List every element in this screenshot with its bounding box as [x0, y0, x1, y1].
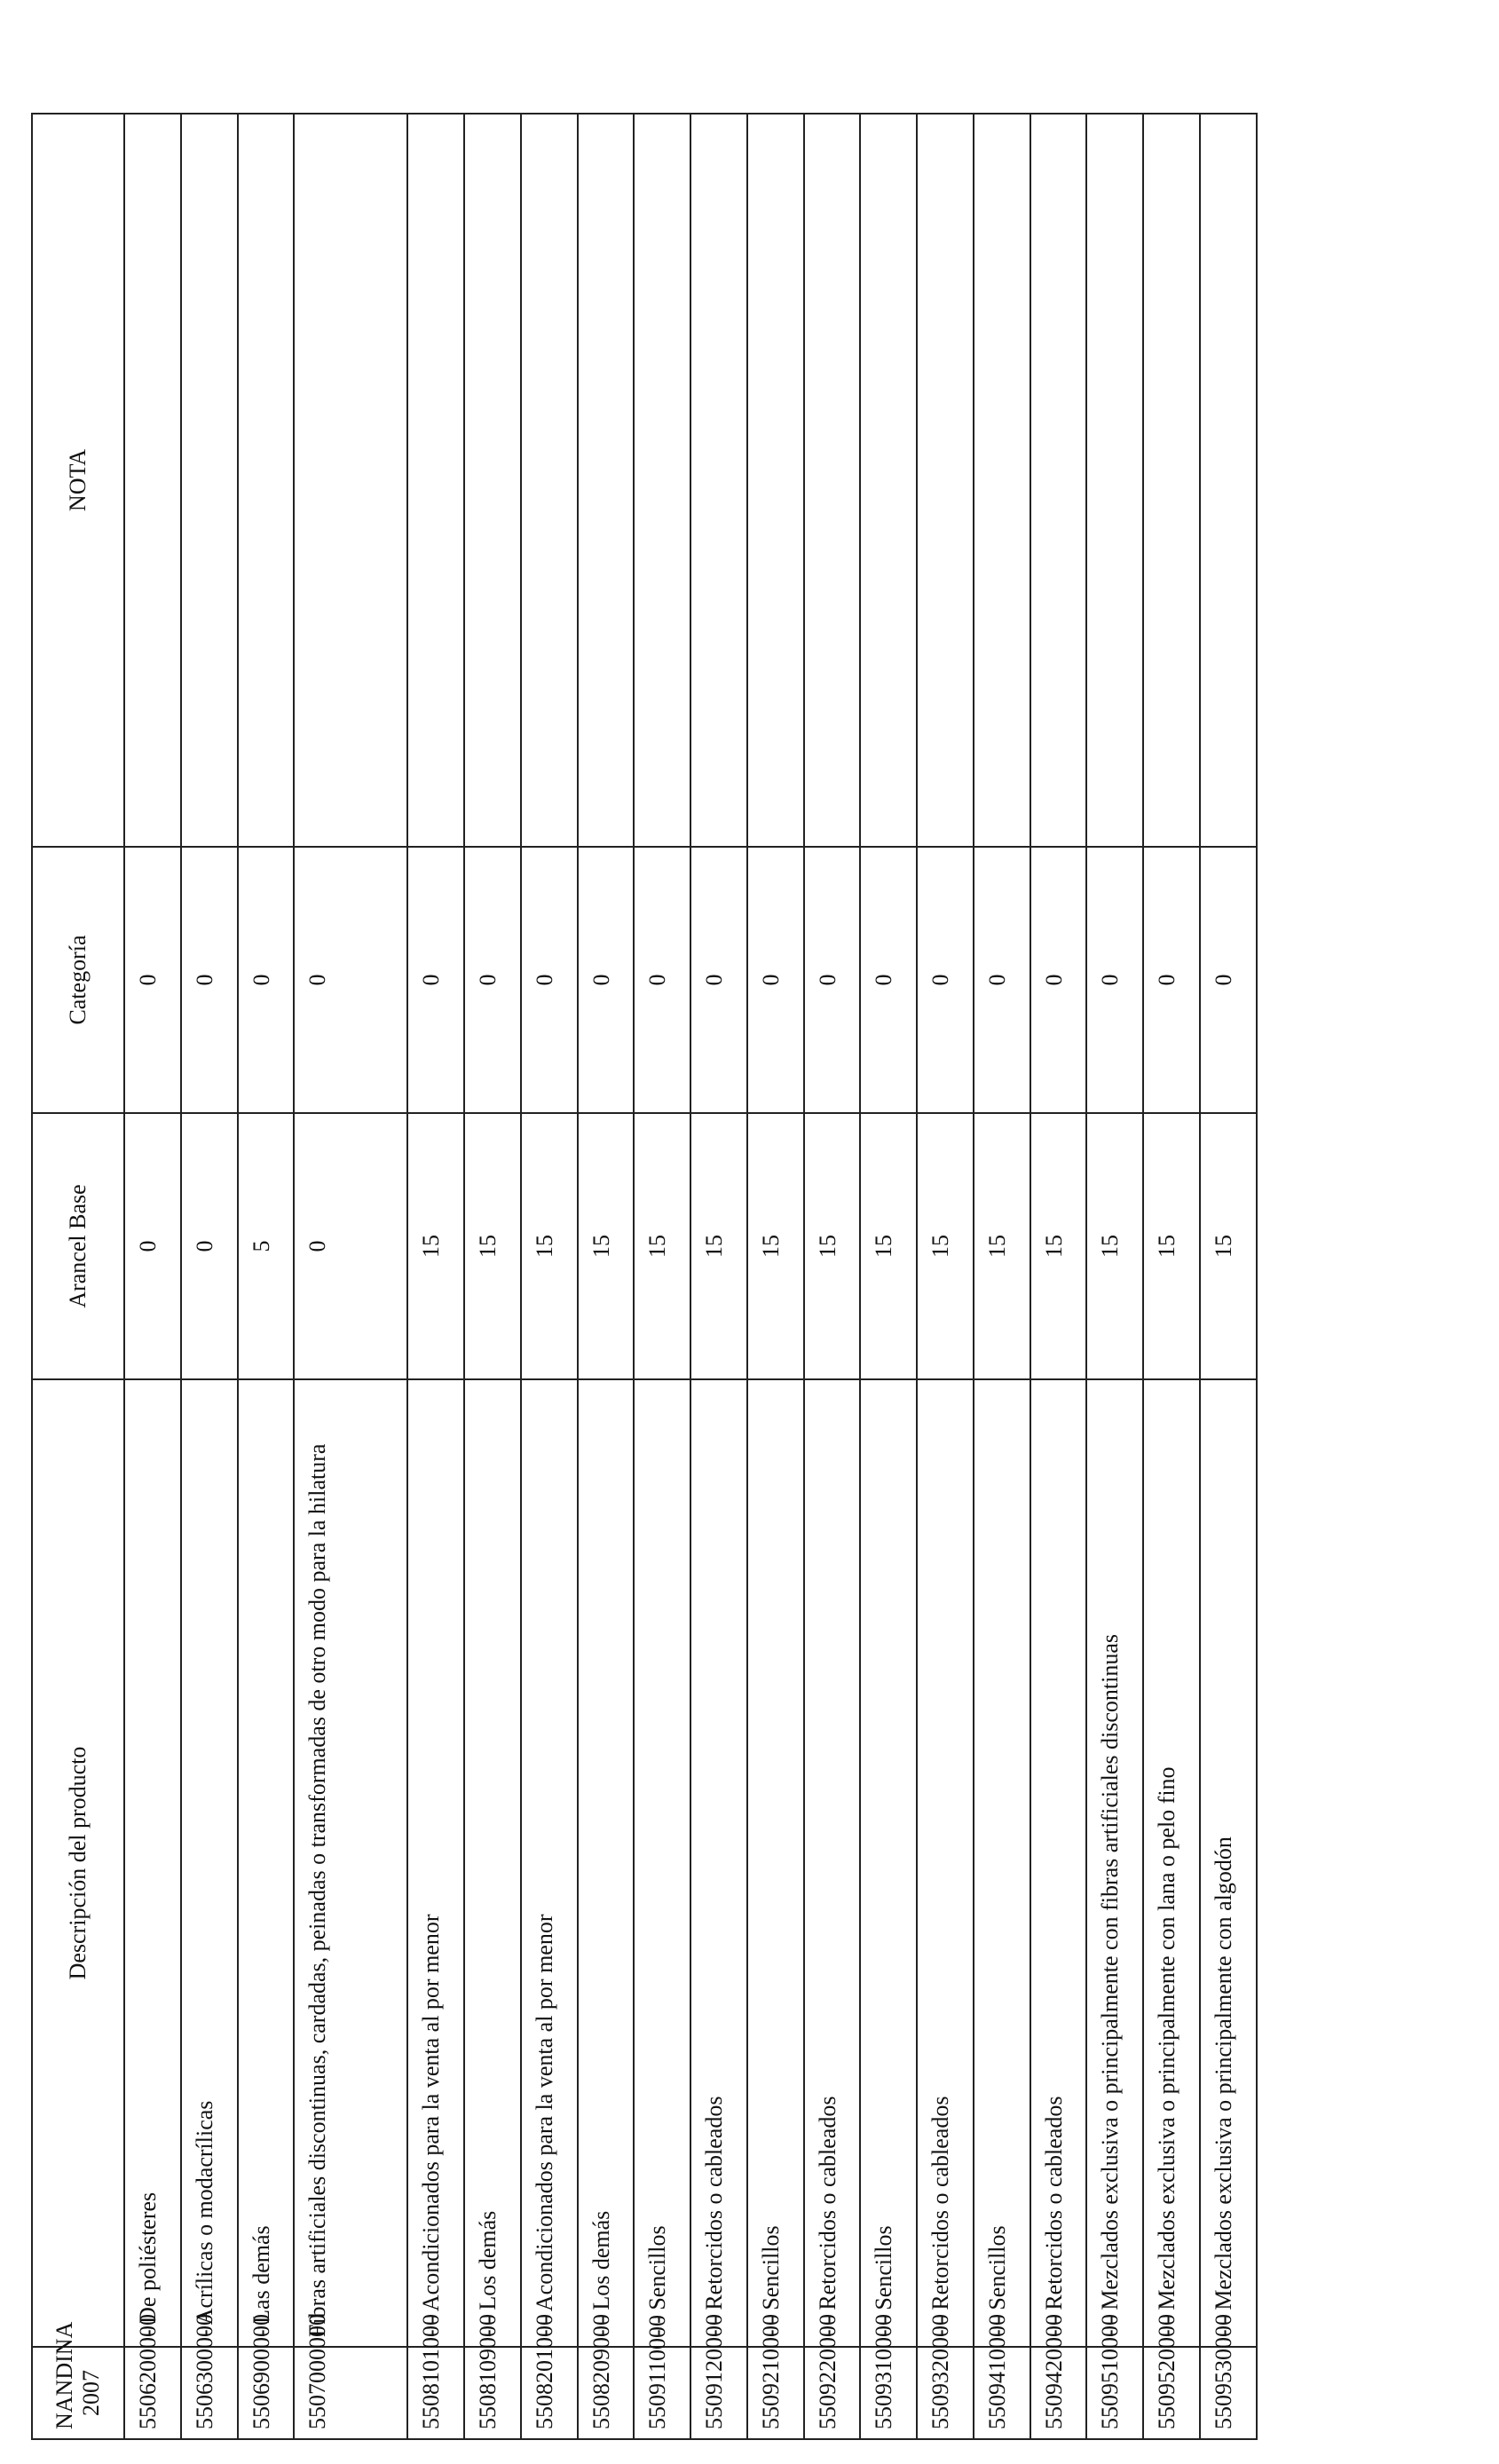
table-row [860, 114, 917, 2439]
description-cell: - - Mezclados exclusiva o principalmente con fibras artificiales discontinuas [1086, 1379, 1143, 2347]
table-row [747, 114, 804, 2439]
header-arancel-base: Arancel Base [32, 1113, 124, 1379]
nandina-code-cell: 5509110000 [634, 2347, 690, 2439]
description-cell: - De poliésteres [124, 1379, 181, 2347]
description-cell: - - Acondicionados para la venta al por menor [407, 1379, 464, 2347]
table-row [917, 114, 974, 2439]
table-row [1030, 114, 1087, 2439]
description-cell: - - Sencillos [747, 1379, 804, 2347]
nandina-code-cell: 5506200000 [124, 2347, 181, 2439]
description-cell: Fibras artificiales discontinuas, cardadas, peinadas o transformadas de otro modo para la hilatura [294, 1379, 407, 2347]
categoria-cell: 0 [860, 847, 917, 1113]
nota-cell [238, 114, 295, 847]
arancel-base-cell: 15 [747, 1113, 804, 1379]
categoria-cell: 0 [181, 847, 238, 1113]
table-row [634, 114, 690, 2439]
description-cell: - - Retorcidos o cableados [690, 1379, 747, 2347]
header-nandina: NANDINA 2007 [32, 2347, 124, 2439]
arancel-base-cell: 15 [974, 1113, 1030, 1379]
nandina-code-cell: 5506900000 [238, 2347, 295, 2439]
arancel-base-cell: 15 [804, 1113, 861, 1379]
arancel-base-cell: 15 [1143, 1113, 1200, 1379]
table-row [1143, 114, 1200, 2439]
description-cell: - - Sencillos [974, 1379, 1030, 2347]
description-cell: - - Mezclados exclusiva o principalmente con algodón [1200, 1379, 1257, 2347]
nota-cell [578, 114, 635, 847]
rotated-page [31, 115, 1258, 2440]
header-categoria: Categoría [32, 847, 124, 1113]
categoria-cell: 0 [1200, 847, 1257, 1113]
categoria-cell: 0 [634, 847, 690, 1113]
arancel-base-cell: 15 [1086, 1113, 1143, 1379]
nota-cell [464, 114, 521, 847]
categoria-cell: 0 [974, 847, 1030, 1113]
nandina-code-cell: 5509210000 [747, 2347, 804, 2439]
table-row [124, 114, 181, 2439]
description-cell: - - Sencillos [860, 1379, 917, 2347]
description-cell: - - Retorcidos o cableados [1030, 1379, 1087, 2347]
header-descripcion: Descripción del producto [32, 1379, 124, 2347]
nandina-code-cell: 5509510000 [1086, 2347, 1143, 2439]
nota-cell [917, 114, 974, 847]
categoria-cell: 0 [917, 847, 974, 1113]
nandina-code-cell: 5508201000 [521, 2347, 578, 2439]
table-row [407, 114, 464, 2439]
categoria-cell: 0 [578, 847, 635, 1113]
arancel-base-cell: 5 [238, 1113, 295, 1379]
categoria-cell: 0 [294, 847, 407, 1113]
nandina-code-cell: 5509220000 [804, 2347, 861, 2439]
arancel-base-cell: 15 [634, 1113, 690, 1379]
nandina-code-cell: 5507000000 [294, 2347, 407, 2439]
description-cell: - - Sencillos [634, 1379, 690, 2347]
nandina-code-cell: 5508209000 [578, 2347, 635, 2439]
nandina-code-cell: 5506300000 [181, 2347, 238, 2439]
nandina-code-cell: 5509320000 [917, 2347, 974, 2439]
table-row [238, 114, 295, 2439]
nandina-code-cell: 5509310000 [860, 2347, 917, 2439]
nota-cell [124, 114, 181, 847]
categoria-cell: 0 [1143, 847, 1200, 1113]
tariff-table [31, 113, 1258, 2440]
nandina-code-cell: 5508101000 [407, 2347, 464, 2439]
nota-cell [804, 114, 861, 847]
arancel-base-cell: 0 [124, 1113, 181, 1379]
table-body [124, 114, 1257, 2439]
header-row [32, 114, 124, 2439]
nota-cell [974, 114, 1030, 847]
nota-cell [747, 114, 804, 847]
arancel-base-cell: 15 [1030, 1113, 1087, 1379]
nandina-code-cell: 5508109000 [464, 2347, 521, 2439]
categoria-cell: 0 [747, 847, 804, 1113]
description-cell: - - Retorcidos o cableados [917, 1379, 974, 2347]
nota-cell [181, 114, 238, 847]
table-row [521, 114, 578, 2439]
categoria-cell: 0 [407, 847, 464, 1113]
arancel-base-cell: 15 [578, 1113, 635, 1379]
description-cell: - - Mezclados exclusiva o principalmente con lana o pelo fino [1143, 1379, 1200, 2347]
nota-cell [407, 114, 464, 847]
nandina-code-cell: 5509520000 [1143, 2347, 1200, 2439]
table-row [974, 114, 1030, 2439]
description-cell: - Acrílicas o modacrílicas [181, 1379, 238, 2347]
table-row [804, 114, 861, 2439]
table-row [464, 114, 521, 2439]
categoria-cell: 0 [1030, 847, 1087, 1113]
nandina-code-cell: 5509410000 [974, 2347, 1030, 2439]
categoria-cell: 0 [1086, 847, 1143, 1113]
nandina-code-cell: 5509530000 [1200, 2347, 1257, 2439]
table-row [1200, 114, 1257, 2439]
arancel-base-cell: 15 [690, 1113, 747, 1379]
categoria-cell: 0 [804, 847, 861, 1113]
categoria-cell: 0 [238, 847, 295, 1113]
categoria-cell: 0 [690, 847, 747, 1113]
nota-cell [1200, 114, 1257, 847]
arancel-base-cell: 15 [860, 1113, 917, 1379]
categoria-cell: 0 [464, 847, 521, 1113]
nandina-code-cell: 5509420000 [1030, 2347, 1087, 2439]
table-row [578, 114, 635, 2439]
categoria-cell: 0 [124, 847, 181, 1113]
header-nota: NOTA [32, 114, 124, 847]
nota-cell [1030, 114, 1087, 847]
arancel-base-cell: 0 [294, 1113, 407, 1379]
table-row [294, 114, 407, 2439]
description-cell: - - Los demás [464, 1379, 521, 2347]
description-cell: - - Los demás [578, 1379, 635, 2347]
description-cell: - - Acondicionados para la venta al por menor [521, 1379, 578, 2347]
table-row [181, 114, 238, 2439]
nota-cell [860, 114, 917, 847]
description-cell: - - Retorcidos o cableados [804, 1379, 861, 2347]
arancel-base-cell: 15 [917, 1113, 974, 1379]
categoria-cell: 0 [521, 847, 578, 1113]
nota-cell [1086, 114, 1143, 847]
nota-cell [1143, 114, 1200, 847]
table-row [690, 114, 747, 2439]
arancel-base-cell: 15 [1200, 1113, 1257, 1379]
description-cell: - Las demás [238, 1379, 295, 2347]
arancel-base-cell: 15 [521, 1113, 578, 1379]
arancel-base-cell: 15 [464, 1113, 521, 1379]
nandina-code-cell: 5509120000 [690, 2347, 747, 2439]
nota-cell [294, 114, 407, 847]
nota-cell [690, 114, 747, 847]
arancel-base-cell: 15 [407, 1113, 464, 1379]
nota-cell [521, 114, 578, 847]
nota-cell [634, 114, 690, 847]
arancel-base-cell: 0 [181, 1113, 238, 1379]
table-row [1086, 114, 1143, 2439]
